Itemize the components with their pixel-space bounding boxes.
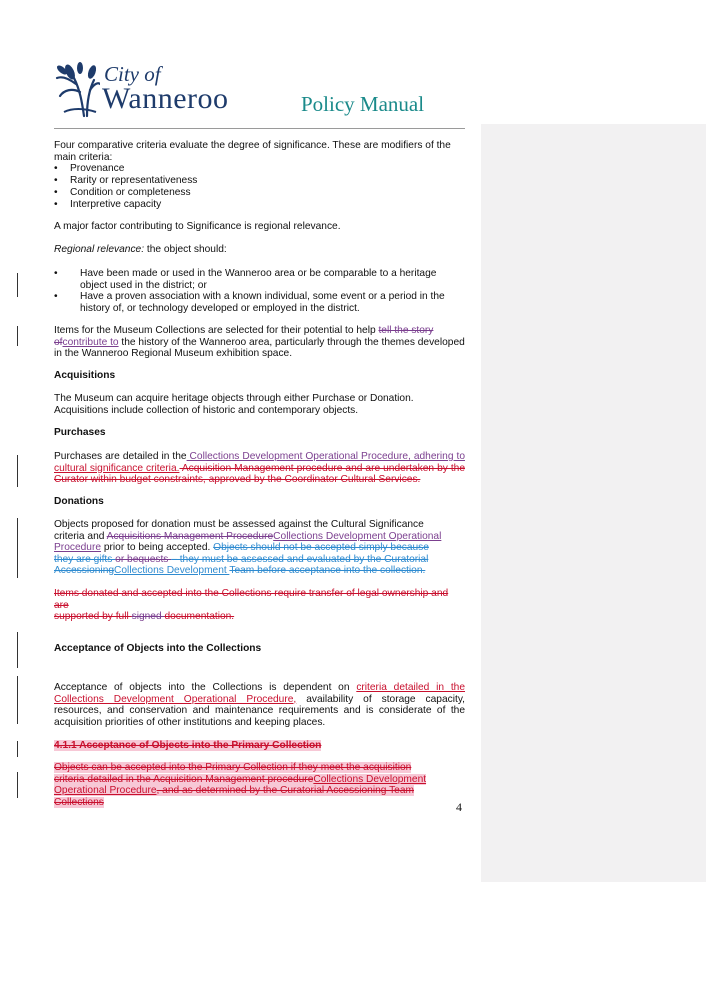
change-bar: [17, 518, 18, 578]
logo-wanneroo-text: Wanneroo: [102, 82, 229, 115]
purchases-paragraph: Purchases are detailed in the Collections Development Operational Procedure, adhering to cultural significance criteria. Acquisition Management procedure and are undertaken by the Curator within budget constraints, approved by the Coordinator Cultural Services.: [54, 451, 465, 486]
header-divider: [54, 128, 465, 129]
regional-factor: A major factor contributing to Significance is regional relevance.: [54, 221, 341, 232]
donations-deleted-line: Items donated and accepted into the Collections require transfer of legal ownership and are: [54, 588, 449, 611]
primary-collection-paragraph: Objects can be accepted into the Primary Collection if they meet the acquisition criteria detailed in the Acquisition Management procedureCollections Development Operational Procedure, and as determined by the Curatorial Accessioning Team Collections: [54, 762, 427, 808]
change-bar: [17, 772, 18, 798]
change-bar: [17, 273, 18, 297]
banksia-flower-icon: [54, 62, 100, 118]
primary-collection-heading: 4.1.1 Acceptance of Objects into the Primary Collection: [54, 740, 322, 751]
document-page: City of Wanneroo Policy Manual Four comparative criteria evaluate the degree of significance. These are modifiers of the main criteria: • Provenance • Rarity or representativeness • Condition or completeness • Interpretive capacity A major factor contributing to Significance is regional relevance. Regional relevance: the object should: • Have been made or used in the Wanneroo area or be comparable to a heritage object used in the district; or • Have a proven association with a known individual, some event or a period in the history of, or technology developed or employed in the district. Items for the Museum Collections are selected for their potential to help tell the story ofcontribute to the history of the Wanneroo area, particularly through the themes developed in the Wanneroo Regional Museum exhibition space. Acquisitions The Museum can acquire heritage objects through either Purchase or Donation. Acquisitions include collection of historic and contemporary objects. Purchases Purchases are detailed in the Collections Development Operational Procedure, adhering to cultural significance criteria. Acquisition Management procedure and are undertaken by the Curator within budget constraints, approved by the Coordinator Cultural Services. Donations Objects proposed for donation must be assessed against the Cultural Significance criteria and Acquisitions Management ProcedureCollections Development Operational Procedure prior to being accepted. Objects should not be accepted simply because they are gifts or bequests – they must be assessed and evaluated by the Curatorial AccessioningCollections Development Team before acceptance into the collection. Items donated and accepted into the Collections require transfer of legal ownership and are supported by full signed documentation. Acceptance of Objects into the Collections Acceptance of objects into the Collections is dependent on criteria detailed in the Collections Development Operational Procedure, availability of storage capacity, resources, and conservation and maintenance requirements and is considerate of the acquisition priorities of other institutions and keeping places. 4.1.1 Acceptance of Objects into the Primary Collection Objects can be accepted into the Primary Collection if they meet the acquisition criteria detailed in the Acquisition Management procedureCollections Development Operational Procedure, and as determined by the Curatorial Accessioning Team Collections 4: [0, 0, 706, 1005]
change-bar: [17, 676, 18, 724]
criteria-intro: Four comparative criteria evaluate the degree of significance. These are modifiers of the main criteria:: [54, 140, 451, 163]
page-number: 4: [456, 800, 462, 814]
purchases-heading: Purchases: [54, 427, 106, 438]
selection-paragraph: Items for the Museum Collections are selected for their potential to help tell the story ofcontribute to the history of the Wanneroo area, particularly through the themes developed in the Wanneroo Regional Museum exhibition space.: [54, 325, 465, 360]
acquisitions-heading: Acquisitions: [54, 370, 116, 381]
donations-heading: Donations: [54, 496, 104, 507]
donations-deleted-line: supported by full signed documentation.: [54, 611, 235, 622]
change-bar: [17, 455, 18, 487]
donations-paragraph: Objects proposed for donation must be assessed against the Cultural Significance criteria and Acquisitions Management ProcedureCollections Development Operational Procedure prior to being accepted. Objects should not be accepted simply because they are gifts or bequests – they must be assessed and evaluated by the Curatorial AccessioningCollections Development Team before acceptance into the collection.: [54, 519, 442, 577]
acceptance-heading: Acceptance of Objects into the Collections: [54, 643, 262, 654]
acquisitions-paragraph: The Museum can acquire heritage objects through either Purchase or Donation. Acquisitions include collection of historic and contemporary objects.: [54, 393, 414, 416]
change-bar: [17, 741, 18, 757]
change-bar: [17, 326, 18, 346]
acceptance-paragraph: Acceptance of objects into the Collections is dependent on criteria detailed in the Collections Development Operational Procedure, availability of storage capacity, resources, and conservation and maintenance requirements and is considerate of the acquisition priorities of other institutions and keeping places.: [54, 682, 466, 728]
comments-pane: [481, 124, 706, 882]
regional-relevance-line: Regional relevance: the object should:: [54, 244, 227, 255]
logo-city-text: City of: [104, 62, 161, 86]
city-logo: [54, 62, 244, 118]
change-bar: [17, 632, 18, 668]
policy-manual-title: Policy Manual: [301, 92, 425, 116]
